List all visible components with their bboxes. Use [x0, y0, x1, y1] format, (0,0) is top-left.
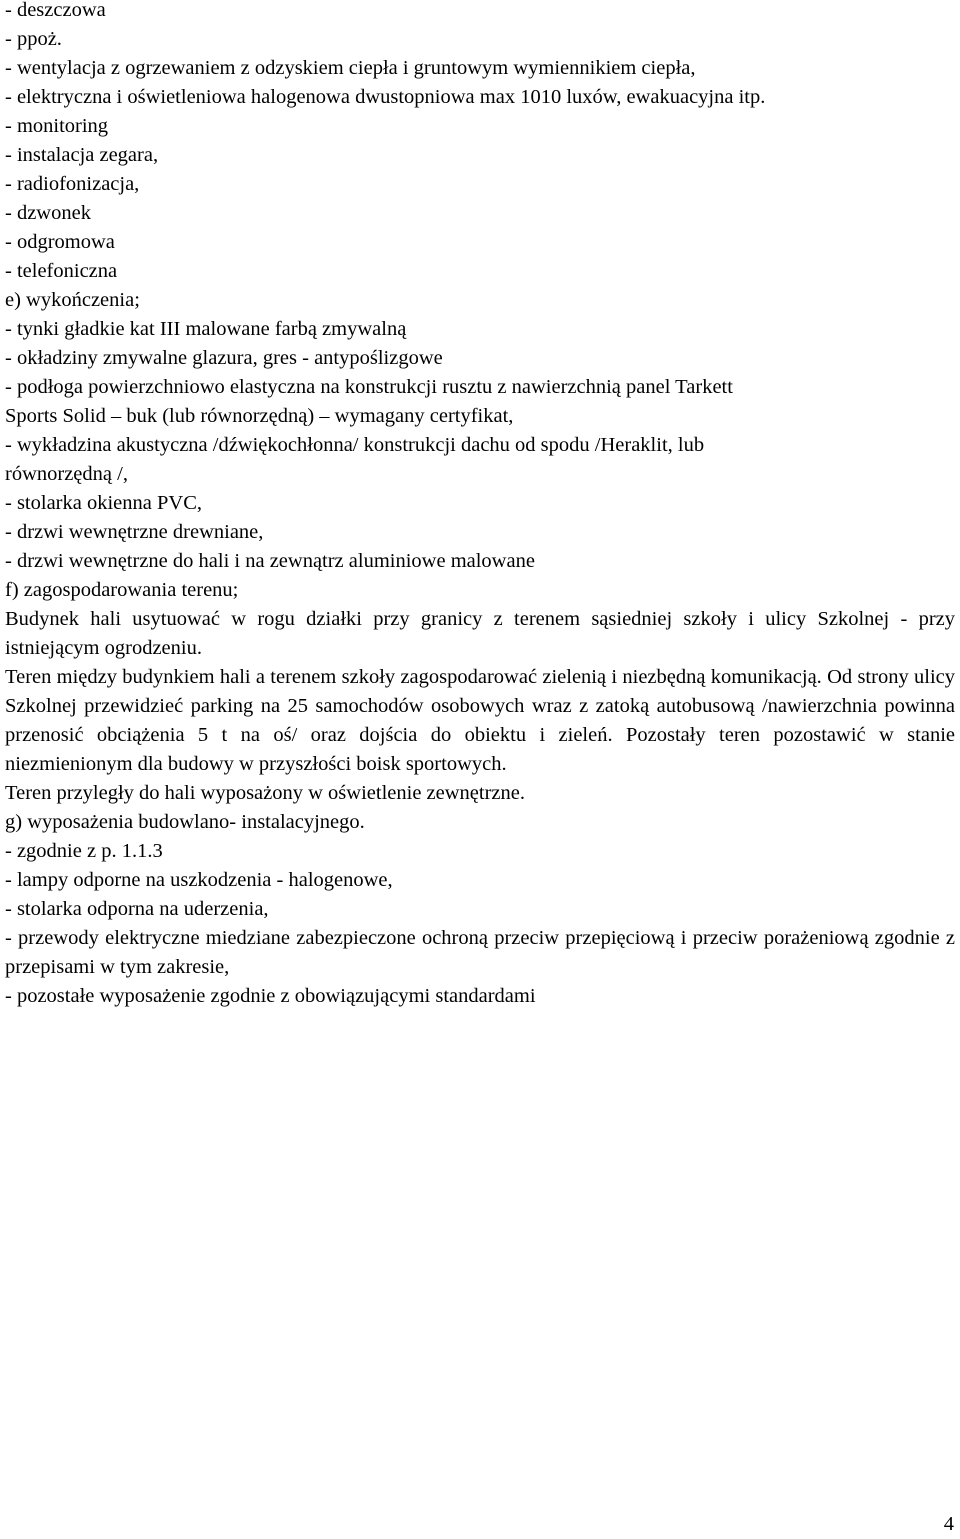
text-line: - pozostałe wyposażenie zgodnie z obowiązującymi standardami [5, 985, 536, 1007]
text-line: - stolarka odporna na uderzenia, [5, 898, 269, 920]
text-line: - stolarka okienna PVC, [5, 492, 202, 514]
text-line: Sports Solid – buk (lub równorzędną) – wymagany certyfikat, [5, 405, 514, 427]
paragraph-budynek: Budynek hali usytuować w rogu działki przy granicy z terenem sąsiedniej szkoły i ulicy Szkolnej - przy istniejącym ogrodzeniu. [5, 608, 955, 659]
section-heading-f: f) zagospodarowania terenu; [5, 579, 239, 601]
text-line: - drzwi wewnętrzne do hali i na zewnątrz aluminiowe malowane [5, 550, 535, 572]
section-heading-e: e) wykończenia; [5, 289, 140, 311]
text-line: - monitoring [5, 115, 109, 137]
text-line: - elektryczna i oświetleniowa halogenowa dwustopniowa max 1010 luxów, ewakuacyjna itp. [5, 86, 766, 108]
text-line: - instalacja zegara, [5, 144, 159, 166]
text-line: - lampy odporne na uszkodzenia - halogenowe, [5, 869, 393, 891]
text-line: - drzwi wewnętrzne drewniane, [5, 521, 264, 543]
text-line: - wykładzina akustyczna /dźwiękochłonna/ konstrukcji dachu od spodu /Heraklit, lub [5, 434, 705, 456]
text-line: równorzędną /, [5, 463, 128, 485]
text-line: - radiofonizacja, [5, 173, 140, 195]
section-heading-g: g) wyposażenia budowlano- instalacyjnego. [5, 811, 365, 833]
text-line: - ppoż. [5, 28, 62, 50]
text-line: - podłoga powierzchniowo elastyczna na konstrukcji rusztu z nawierzchnią panel Tarkett [5, 376, 733, 398]
paragraph-przewody: - przewody elektryczne miedziane zabezpieczone ochroną przeciw przepięciową i przeciw porażeniową zgodnie z przepisami w tym zakresie, [5, 927, 955, 978]
text-line: - odgromowa [5, 231, 115, 253]
text-line: - zgodnie z p. 1.1.3 [5, 840, 163, 862]
text-line: - deszczowa [5, 0, 106, 21]
page-number: 4 [943, 1513, 954, 1535]
text-line: - wentylacja z ogrzewaniem z odzyskiem ciepła i gruntowym wymiennikiem ciepła, [5, 57, 696, 79]
paragraph-teren: Teren między budynkiem hali a terenem szkoły zagospodarować zielenią i niezbędną komunikacją. Od strony ulicy Szkolnej przewidzieć parking na 25 samochodów osobowych wraz z zatoką autobusową /nawierzchnia powinna przenosić obciążenia 5 t na oś/ oraz dojścia do obiektu i zieleń. Pozostały teren pozostawić w stanie niezmienionym dla budowy w przyszłości boisk sportowych. [5, 666, 955, 775]
text-line: - dzwonek [5, 202, 91, 224]
text-line: Teren przyległy do hali wyposażony w oświetlenie zewnętrzne. [5, 782, 525, 804]
text-line: - tynki gładkie kat III malowane farbą zmywalną [5, 318, 407, 340]
text-line: - telefoniczna [5, 260, 118, 282]
document-body [5, 0, 955, 1011]
text-line: - okładziny zmywalne glazura, gres - antypoślizgowe [5, 347, 443, 369]
